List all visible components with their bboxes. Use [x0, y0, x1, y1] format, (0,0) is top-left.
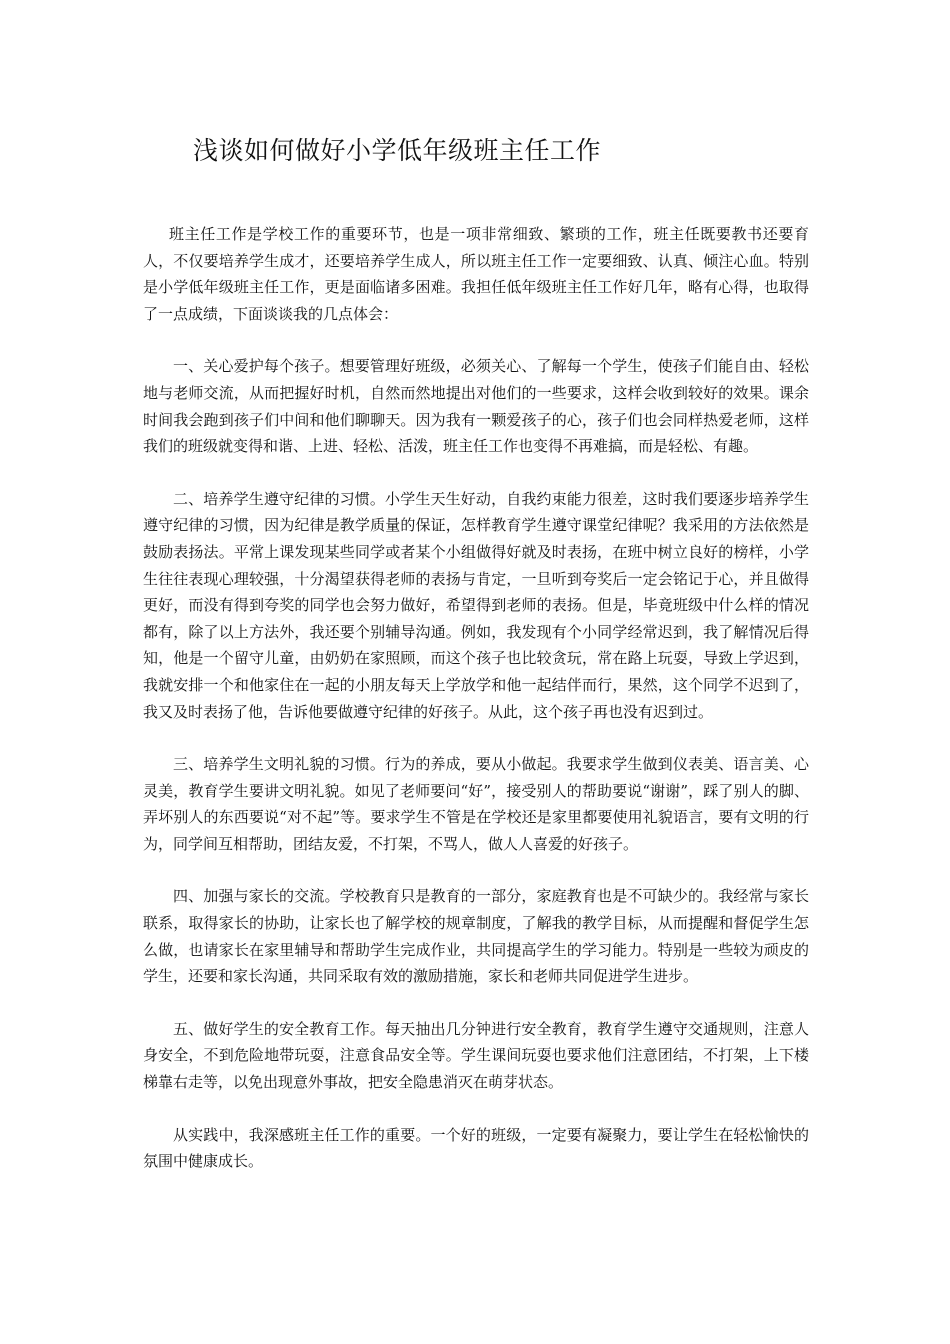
- paragraph-section-5: 五、做好学生的安全教育工作。每天抽出几分钟进行安全教育，教育学生遵守交通规则，注意人身安全，不到危险地带玩耍，注意食品安全等。学生课间玩耍也要求他们注意团结，不打架，上下楼梯靠右走等，以免出现意外事故，把安全隐患消灭在萌芽状态。: [143, 1019, 809, 1092]
- document-body: [143, 221, 809, 1201]
- paragraph-conclusion: 从实践中，我深感班主任工作的重要。一个好的班级，一定要有凝聚力，要让学生在轻松愉快的氛围中健康成长。: [143, 1125, 809, 1171]
- document-title: 浅谈如何做好小学低年级班主任工作: [193, 136, 602, 165]
- paragraph-intro: 班主任工作是学校工作的重要环节，也是一项非常细致、繁琐的工作，班主任既要教书还要育人，不仅要培养学生成才，还要培养学生成人，所以班主任工作一定要细致、认真、倾注心血。特别是小学低年级班主任工作，更是面临诸多困难。我担任低年级班主任工作好几年，略有心得，也取得了一点成绩，下面谈谈我的几点体会：: [143, 225, 809, 323]
- paragraph-section-4: 四、加强与家长的交流。学校教育只是教育的一部分，家庭教育也是不可缺少的。我经常与家长联系，取得家长的协助，让家长也了解学校的规章制度，了解我的教学目标，从而提醒和督促学生怎么做，也请家长在家里辅导和帮助学生完成作业，共同提高学生的学习能力。特别是一些较为顽皮的学生，还要和家长沟通，共同采取有效的激励措施，家长和老师共同促进学生进步。: [143, 887, 809, 986]
- paragraph-section-2: 二、培养学生遵守纪律的习惯。小学生天生好动，自我约束能力很差，这时我们要逐步培养学生遵守纪律的习惯，因为纪律是教学质量的保证，怎样教育学生遵守课堂纪律呢？我采用的方法依然是鼓励表扬法。平常上课发现某些同学或者某个小组做得好就及时表扬，在班中树立良好的榜样，小学生往往表现心理较强，十分渴望获得老师的表扬与肯定，一旦听到夸奖后一定会铭记于心，并且做得更好，而没有得到夸奖的同学也会努力做好，希望得到老师的表扬。但是，毕竟班级中什么样的情况都有，除了以上方法外，我还要个别辅导沟通。例如，我发现有个小同学经常迟到，我了解情况后得知，他是一个留守儿童，由奶奶在家照顾，而这个孩子也比较贪玩，常在路上玩耍，导致上学迟到，我就安排一个和他家住在一起的小朋友每天上学放学和他一起结伴而行，果然，这个同学不迟到了，我又及时表扬了他，告诉他要做遵守纪律的好孩子。从此，这个孩子再也没有迟到过。: [143, 489, 809, 721]
- paragraph-section-1: 一、关心爱护每个孩子。想要管理好班级，必须关心、了解每一个学生，使孩子们能自由、轻松地与老师交流，从而把握好时机，自然而然地提出对他们的一些要求，这样会收到较好的效果。课余时间我会跑到孩子们中间和他们聊聊天。因为我有一颗爱孩子的心，孩子们也会同样热爱老师，这样我们的班级就变得和谐、上进、轻松、活泼，班主任工作也变得不再难搞，而是轻松、有趣。: [143, 357, 809, 456]
- paragraph-section-3: 三、培养学生文明礼貌的习惯。行为的养成，要从小做起。我要求学生做到仪表美、语言美、心灵美，教育学生要讲文明礼貌。如见了老师要问“好”，接受别人的帮助要说“谢谢”，踩了别人的脚、弄坏别人的东西要说“对不起”等。要求学生不管是在学校还是家里都要使用礼貌语言，要有文明的行为，同学间互相帮助，团结友爱，不打架，不骂人，做人人喜爱的好孩子。: [143, 755, 809, 853]
